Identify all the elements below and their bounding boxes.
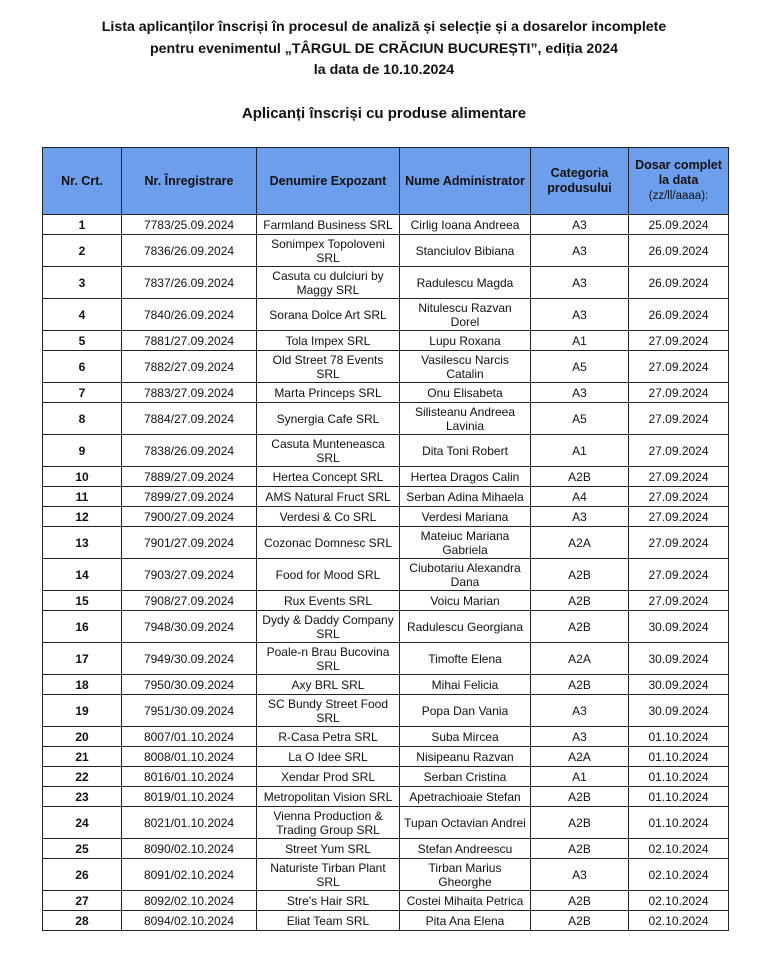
cell-nr: 23 [43,787,122,807]
cell-exhibitor: Naturiste Tirban Plant SRL [257,859,400,891]
cell-nr: 20 [43,727,122,747]
cell-complete-date: 30.09.2024 [629,695,729,727]
table-row [43,559,729,591]
cell-category: A3 [531,507,629,527]
cell-exhibitor: Cozonac Domnesc SRL [257,527,400,559]
cell-administrator: Costei Mihaita Petrica [400,891,531,911]
table-row [43,611,729,643]
cell-registration: 8021/01.10.2024 [122,807,257,839]
cell-exhibitor: Poale-n Brau Bucovina SRL [257,643,400,675]
cell-category: A2B [531,807,629,839]
cell-nr: 11 [43,487,122,507]
cell-registration: 8094/02.10.2024 [122,911,257,931]
cell-category: A2A [531,747,629,767]
cell-nr: 3 [43,267,122,299]
cell-category: A5 [531,351,629,383]
cell-administrator: Radulescu Magda [400,267,531,299]
cell-registration: 7837/26.09.2024 [122,267,257,299]
table-row [43,487,729,507]
cell-complete-date: 02.10.2024 [629,839,729,859]
cell-administrator: Cirlig Ioana Andreea [400,215,531,235]
table-row [43,527,729,559]
cell-category: A2B [531,611,629,643]
cell-registration: 8007/01.10.2024 [122,727,257,747]
cell-complete-date: 27.09.2024 [629,331,729,351]
cell-exhibitor: Hertea Concept SRL [257,467,400,487]
cell-exhibitor: Eliat Team SRL [257,911,400,931]
table-row [43,383,729,403]
cell-nr: 24 [43,807,122,839]
cell-nr: 4 [43,299,122,331]
cell-administrator: Nisipeanu Razvan [400,747,531,767]
cell-administrator: Radulescu Georgiana [400,611,531,643]
cell-administrator: Silisteanu Andreea Lavinia [400,403,531,435]
cell-registration: 7951/30.09.2024 [122,695,257,727]
table-row [43,787,729,807]
cell-nr: 10 [43,467,122,487]
cell-registration: 7903/27.09.2024 [122,559,257,591]
table-row [43,747,729,767]
cell-exhibitor: Rux Events SRL [257,591,400,611]
table-row [43,267,729,299]
cell-administrator: Serban Adina Mihaela [400,487,531,507]
cell-registration: 8092/02.10.2024 [122,891,257,911]
table-row [43,695,729,727]
cell-nr: 15 [43,591,122,611]
applicants-table [42,147,729,931]
cell-category: A1 [531,767,629,787]
cell-administrator: Ciubotariu Alexandra Dana [400,559,531,591]
cell-complete-date: 27.09.2024 [629,591,729,611]
cell-exhibitor: Stre's Hair SRL [257,891,400,911]
cell-nr: 5 [43,331,122,351]
cell-exhibitor: Xendar Prod SRL [257,767,400,787]
cell-category: A2B [531,675,629,695]
table-row [43,727,729,747]
cell-administrator: Serban Cristina [400,767,531,787]
cell-complete-date: 27.09.2024 [629,527,729,559]
cell-category: A5 [531,403,629,435]
cell-administrator: Timofte Elena [400,643,531,675]
table-row [43,839,729,859]
cell-complete-date: 01.10.2024 [629,727,729,747]
section-subtitle: Aplicanți înscriși cu produse alimentare [241,105,527,122]
column-header-administrator: Nume Administrator [400,148,531,215]
cell-complete-date: 01.10.2024 [629,767,729,787]
cell-complete-date: 02.10.2024 [629,911,729,931]
cell-nr: 16 [43,611,122,643]
table-row [43,807,729,839]
cell-complete-date: 27.09.2024 [629,559,729,591]
table-body [43,215,729,931]
column-header-category: Categoria produsului [531,148,629,215]
table-row [43,403,729,435]
cell-administrator: Tirban Marius Gheorghe [400,859,531,891]
cell-complete-date: 27.09.2024 [629,351,729,383]
cell-registration: 7950/30.09.2024 [122,675,257,695]
cell-exhibitor: Axy BRL SRL [257,675,400,695]
cell-registration: 7948/30.09.2024 [122,611,257,643]
cell-administrator: Popa Dan Vania [400,695,531,727]
cell-nr: 12 [43,507,122,527]
cell-complete-date: 01.10.2024 [629,807,729,839]
cell-nr: 25 [43,839,122,859]
column-header-nr-crt: Nr. Crt. [43,148,122,215]
column-header-exhibitor: Denumire Expozant [257,148,400,215]
cell-exhibitor: Sorana Dolce Art SRL [257,299,400,331]
cell-complete-date: 01.10.2024 [629,747,729,767]
table-row [43,891,729,911]
cell-registration: 7882/27.09.2024 [122,351,257,383]
cell-category: A3 [531,299,629,331]
table-row [43,467,729,487]
cell-category: A2B [531,891,629,911]
cell-administrator: Onu Elisabeta [400,383,531,403]
table-row [43,591,729,611]
cell-complete-date: 26.09.2024 [629,235,729,267]
column-header-complete-date [629,148,729,215]
cell-administrator: Verdesi Mariana [400,507,531,527]
cell-registration: 7899/27.09.2024 [122,487,257,507]
cell-nr: 13 [43,527,122,559]
date-format-hint: (zz/ll/aaaa): [648,190,709,202]
cell-exhibitor: R-Casa Petra SRL [257,727,400,747]
cell-nr: 1 [43,215,122,235]
cell-complete-date: 30.09.2024 [629,611,729,643]
table-row [43,675,729,695]
cell-administrator: Apetrachioaie Stefan [400,787,531,807]
cell-category: A2B [531,787,629,807]
cell-exhibitor: Verdesi & Co SRL [257,507,400,527]
cell-nr: 18 [43,675,122,695]
cell-exhibitor: Street Yum SRL [257,839,400,859]
cell-complete-date: 02.10.2024 [629,859,729,891]
cell-nr: 17 [43,643,122,675]
cell-nr: 6 [43,351,122,383]
cell-category: A3 [531,267,629,299]
cell-exhibitor: Marta Princeps SRL [257,383,400,403]
cell-category: A2B [531,559,629,591]
cell-registration: 8016/01.10.2024 [122,767,257,787]
cell-exhibitor: Old Street 78 Events SRL [257,351,400,383]
table-row [43,435,729,467]
cell-complete-date: 27.09.2024 [629,487,729,507]
cell-registration: 8008/01.10.2024 [122,747,257,767]
cell-complete-date: 27.09.2024 [629,403,729,435]
cell-category: A3 [531,215,629,235]
table-row [43,235,729,267]
cell-exhibitor: Dydy & Daddy Company SRL [257,611,400,643]
cell-complete-date: 27.09.2024 [629,507,729,527]
title-line-1: Lista aplicanților înscriși în procesul de analiză și selecție și a dosarelor incomplete [101,19,667,35]
cell-complete-date: 27.09.2024 [629,383,729,403]
cell-exhibitor: Synergia Cafe SRL [257,403,400,435]
title-line-3: la data de 10.10.2024 [313,62,455,78]
table-header-row [43,148,729,215]
cell-registration: 7838/26.09.2024 [122,435,257,467]
cell-registration: 7881/27.09.2024 [122,331,257,351]
cell-registration: 7908/27.09.2024 [122,591,257,611]
table-row [43,859,729,891]
cell-administrator: Hertea Dragos Calin [400,467,531,487]
cell-registration: 7783/25.09.2024 [122,215,257,235]
cell-registration: 7889/27.09.2024 [122,467,257,487]
cell-administrator: Mihai Felicia [400,675,531,695]
cell-administrator: Lupu Roxana [400,331,531,351]
document-title [0,17,768,82]
cell-exhibitor: Metropolitan Vision SRL [257,787,400,807]
cell-registration: 7901/27.09.2024 [122,527,257,559]
cell-registration: 7900/27.09.2024 [122,507,257,527]
cell-exhibitor: Farmland Business SRL [257,215,400,235]
cell-nr: 21 [43,747,122,767]
cell-nr: 8 [43,403,122,435]
cell-registration: 8091/02.10.2024 [122,859,257,891]
cell-nr: 26 [43,859,122,891]
cell-nr: 22 [43,767,122,787]
table-row [43,507,729,527]
cell-category: A4 [531,487,629,507]
cell-nr: 2 [43,235,122,267]
cell-administrator: Pita Ana Elena [400,911,531,931]
cell-registration: 8019/01.10.2024 [122,787,257,807]
table-row [43,331,729,351]
cell-category: A3 [531,695,629,727]
cell-exhibitor: Casuta cu dulciuri by Maggy SRL [257,267,400,299]
cell-category: A1 [531,435,629,467]
cell-category: A3 [531,859,629,891]
cell-nr: 19 [43,695,122,727]
cell-nr: 28 [43,911,122,931]
table-row [43,215,729,235]
cell-nr: 9 [43,435,122,467]
cell-exhibitor: SC Bundy Street Food SRL [257,695,400,727]
cell-nr: 7 [43,383,122,403]
cell-administrator: Dita Toni Robert [400,435,531,467]
cell-category: A3 [531,383,629,403]
cell-complete-date: 25.09.2024 [629,215,729,235]
cell-category: A2B [531,839,629,859]
complete-date-label: Dosar complet la data [635,158,722,187]
cell-registration: 8090/02.10.2024 [122,839,257,859]
cell-administrator: Nitulescu Razvan Dorel [400,299,531,331]
cell-nr: 14 [43,559,122,591]
cell-administrator: Tupan Octavian Andrei [400,807,531,839]
cell-administrator: Voicu Marian [400,591,531,611]
cell-category: A2B [531,911,629,931]
cell-category: A2A [531,643,629,675]
cell-exhibitor: AMS Natural Fruct SRL [257,487,400,507]
table-row [43,911,729,931]
cell-administrator: Vasilescu Narcis Catalin [400,351,531,383]
table-row [43,643,729,675]
cell-administrator: Suba Mircea [400,727,531,747]
cell-exhibitor: Food for Mood SRL [257,559,400,591]
cell-exhibitor: La O Idee SRL [257,747,400,767]
cell-registration: 7883/27.09.2024 [122,383,257,403]
table-row [43,299,729,331]
cell-category: A2B [531,591,629,611]
cell-complete-date: 30.09.2024 [629,675,729,695]
table-row [43,767,729,787]
title-line-2: pentru evenimentul „TÂRGUL DE CRĂCIUN BUCUREȘTI”, ediția 2024 [150,40,618,57]
cell-registration: 7840/26.09.2024 [122,299,257,331]
cell-category: A1 [531,331,629,351]
cell-exhibitor: Tola Impex SRL [257,331,400,351]
column-header-registration: Nr. Înregistrare [122,148,257,215]
cell-registration: 7949/30.09.2024 [122,643,257,675]
cell-registration: 7836/26.09.2024 [122,235,257,267]
cell-category: A3 [531,235,629,267]
cell-category: A3 [531,727,629,747]
cell-registration: 7884/27.09.2024 [122,403,257,435]
cell-category: A2A [531,527,629,559]
cell-nr: 27 [43,891,122,911]
cell-complete-date: 02.10.2024 [629,891,729,911]
cell-category: A2B [531,467,629,487]
table-row [43,351,729,383]
cell-complete-date: 27.09.2024 [629,467,729,487]
cell-complete-date: 26.09.2024 [629,267,729,299]
cell-exhibitor: Casuta Munteneasca SRL [257,435,400,467]
cell-complete-date: 30.09.2024 [629,643,729,675]
cell-administrator: Stefan Andreescu [400,839,531,859]
cell-exhibitor: Sonimpex Topoloveni SRL [257,235,400,267]
cell-complete-date: 01.10.2024 [629,787,729,807]
cell-administrator: Mateiuc Mariana Gabriela [400,527,531,559]
cell-exhibitor: Vienna Production & Trading Group SRL [257,807,400,839]
cell-complete-date: 26.09.2024 [629,299,729,331]
cell-administrator: Stanciulov Bibiana [400,235,531,267]
cell-complete-date: 27.09.2024 [629,435,729,467]
